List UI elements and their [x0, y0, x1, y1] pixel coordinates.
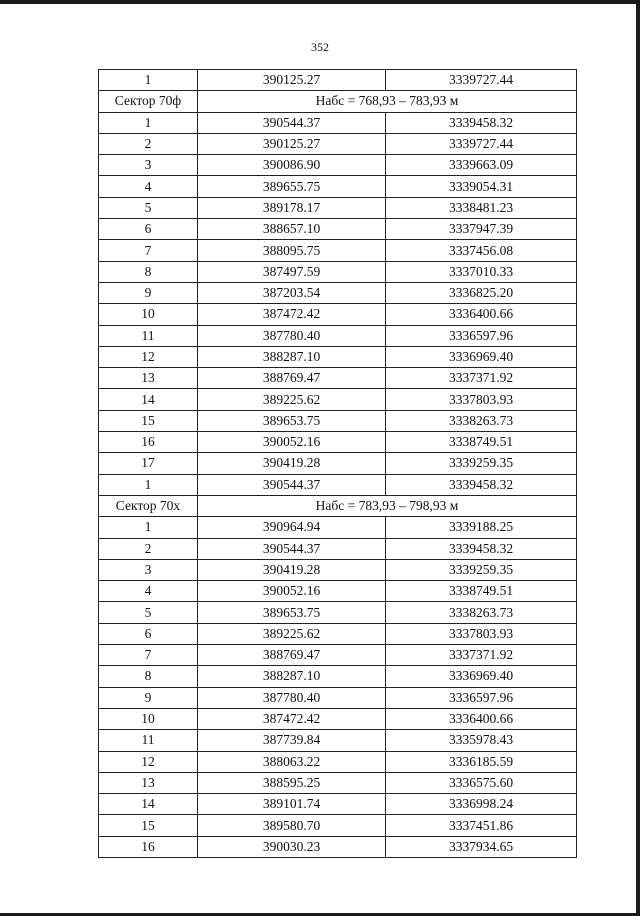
- sector-header-row: [99, 91, 577, 112]
- table-row: [99, 176, 577, 197]
- x-coordinate-cell: 388095.75: [198, 240, 386, 261]
- sector-elevation-range: Набс = 768,93 – 783,93 м: [198, 91, 577, 112]
- x-coordinate-cell: 390964.94: [198, 517, 386, 538]
- table-row: [99, 602, 577, 623]
- point-number-cell: 1: [99, 474, 198, 495]
- point-number-cell: 12: [99, 346, 198, 367]
- y-coordinate-cell: 3337934.65: [386, 836, 577, 857]
- table-row: [99, 708, 577, 729]
- y-coordinate-cell: 3338749.51: [386, 581, 577, 602]
- table-row: [99, 730, 577, 751]
- table-row: [99, 623, 577, 644]
- point-number-cell: 17: [99, 453, 198, 474]
- y-coordinate-cell: 3337456.08: [386, 240, 577, 261]
- x-coordinate-cell: 390125.27: [198, 133, 386, 154]
- sector-elevation-range: Набс = 783,93 – 798,93 м: [198, 495, 577, 516]
- point-number-cell: 7: [99, 645, 198, 666]
- point-number-cell: 6: [99, 219, 198, 240]
- x-coordinate-cell: 389101.74: [198, 794, 386, 815]
- y-coordinate-cell: 3337803.93: [386, 389, 577, 410]
- point-number-cell: 10: [99, 304, 198, 325]
- table-row: [99, 70, 577, 91]
- x-coordinate-cell: 389653.75: [198, 410, 386, 431]
- point-number-cell: 14: [99, 389, 198, 410]
- y-coordinate-cell: 3336400.66: [386, 304, 577, 325]
- point-number-cell: 4: [99, 176, 198, 197]
- y-coordinate-cell: 3339458.32: [386, 474, 577, 495]
- scan-edge-right: [636, 0, 640, 916]
- x-coordinate-cell: 388287.10: [198, 666, 386, 687]
- x-coordinate-cell: 387472.42: [198, 708, 386, 729]
- scan-edge-top: [0, 0, 640, 4]
- point-number-cell: 13: [99, 368, 198, 389]
- point-number-cell: 3: [99, 155, 198, 176]
- x-coordinate-cell: 389655.75: [198, 176, 386, 197]
- point-number-cell: 16: [99, 836, 198, 857]
- y-coordinate-cell: 3339458.32: [386, 538, 577, 559]
- y-coordinate-cell: 3336969.40: [386, 666, 577, 687]
- y-coordinate-cell: 3339458.32: [386, 112, 577, 133]
- sector-label: Сектор 70ф: [99, 91, 198, 112]
- x-coordinate-cell: 390419.28: [198, 559, 386, 580]
- y-coordinate-cell: 3339727.44: [386, 133, 577, 154]
- table-row: [99, 772, 577, 793]
- table-row: [99, 304, 577, 325]
- x-coordinate-cell: 389225.62: [198, 623, 386, 644]
- table-row: [99, 474, 577, 495]
- page-number: 352: [311, 40, 329, 54]
- y-coordinate-cell: 3336998.24: [386, 794, 577, 815]
- table-row: [99, 155, 577, 176]
- y-coordinate-cell: 3336597.96: [386, 687, 577, 708]
- point-number-cell: 14: [99, 794, 198, 815]
- table-row: [99, 261, 577, 282]
- x-coordinate-cell: 387203.54: [198, 282, 386, 303]
- table-row: [99, 815, 577, 836]
- x-coordinate-cell: 388769.47: [198, 368, 386, 389]
- table-row: [99, 389, 577, 410]
- y-coordinate-cell: 3337803.93: [386, 623, 577, 644]
- x-coordinate-cell: 387497.59: [198, 261, 386, 282]
- x-coordinate-cell: 390544.37: [198, 474, 386, 495]
- point-number-cell: 5: [99, 602, 198, 623]
- x-coordinate-cell: 388595.25: [198, 772, 386, 793]
- table-row: [99, 836, 577, 857]
- x-coordinate-cell: 390030.23: [198, 836, 386, 857]
- y-coordinate-cell: 3338263.73: [386, 602, 577, 623]
- table-row: [99, 581, 577, 602]
- table-row: [99, 645, 577, 666]
- y-coordinate-cell: 3336597.96: [386, 325, 577, 346]
- y-coordinate-cell: 3339054.31: [386, 176, 577, 197]
- sector-label: Сектор 70х: [99, 495, 198, 516]
- table-row: [99, 794, 577, 815]
- y-coordinate-cell: 3336400.66: [386, 708, 577, 729]
- coordinates-table-body: [99, 70, 577, 858]
- point-number-cell: 9: [99, 687, 198, 708]
- x-coordinate-cell: 388769.47: [198, 645, 386, 666]
- y-coordinate-cell: 3336575.60: [386, 772, 577, 793]
- x-coordinate-cell: 387780.40: [198, 687, 386, 708]
- point-number-cell: 7: [99, 240, 198, 261]
- point-number-cell: 8: [99, 666, 198, 687]
- x-coordinate-cell: 388063.22: [198, 751, 386, 772]
- y-coordinate-cell: 3336825.20: [386, 282, 577, 303]
- y-coordinate-cell: 3339727.44: [386, 70, 577, 91]
- point-number-cell: 6: [99, 623, 198, 644]
- table-row: [99, 666, 577, 687]
- x-coordinate-cell: 387780.40: [198, 325, 386, 346]
- point-number-cell: 8: [99, 261, 198, 282]
- y-coordinate-cell: 3339259.35: [386, 453, 577, 474]
- x-coordinate-cell: 388287.10: [198, 346, 386, 367]
- table-row: [99, 432, 577, 453]
- point-number-cell: 5: [99, 197, 198, 218]
- x-coordinate-cell: 390125.27: [198, 70, 386, 91]
- table-row: [99, 410, 577, 431]
- point-number-cell: 11: [99, 325, 198, 346]
- x-coordinate-cell: 389580.70: [198, 815, 386, 836]
- coordinates-table: [98, 69, 577, 858]
- table-row: [99, 240, 577, 261]
- point-number-cell: 1: [99, 70, 198, 91]
- table-row: [99, 368, 577, 389]
- point-number-cell: 11: [99, 730, 198, 751]
- x-coordinate-cell: 390052.16: [198, 581, 386, 602]
- point-number-cell: 1: [99, 517, 198, 538]
- y-coordinate-cell: 3339259.35: [386, 559, 577, 580]
- point-number-cell: 15: [99, 410, 198, 431]
- y-coordinate-cell: 3338749.51: [386, 432, 577, 453]
- table-row: [99, 559, 577, 580]
- x-coordinate-cell: 390086.90: [198, 155, 386, 176]
- point-number-cell: 4: [99, 581, 198, 602]
- y-coordinate-cell: 3338481.23: [386, 197, 577, 218]
- x-coordinate-cell: 390544.37: [198, 112, 386, 133]
- x-coordinate-cell: 390052.16: [198, 432, 386, 453]
- x-coordinate-cell: 389178.17: [198, 197, 386, 218]
- x-coordinate-cell: 387739.84: [198, 730, 386, 751]
- point-number-cell: 13: [99, 772, 198, 793]
- point-number-cell: 10: [99, 708, 198, 729]
- y-coordinate-cell: 3339188.25: [386, 517, 577, 538]
- y-coordinate-cell: 3338263.73: [386, 410, 577, 431]
- y-coordinate-cell: 3337947.39: [386, 219, 577, 240]
- point-number-cell: 9: [99, 282, 198, 303]
- table-row: [99, 346, 577, 367]
- table-row: [99, 538, 577, 559]
- point-number-cell: 12: [99, 751, 198, 772]
- table-row: [99, 687, 577, 708]
- y-coordinate-cell: 3337451.86: [386, 815, 577, 836]
- table-row: [99, 112, 577, 133]
- x-coordinate-cell: 390419.28: [198, 453, 386, 474]
- point-number-cell: 3: [99, 559, 198, 580]
- point-number-cell: 2: [99, 538, 198, 559]
- y-coordinate-cell: 3337371.92: [386, 645, 577, 666]
- y-coordinate-cell: 3337010.33: [386, 261, 577, 282]
- sector-header-row: [99, 495, 577, 516]
- y-coordinate-cell: 3339663.09: [386, 155, 577, 176]
- table-row: [99, 282, 577, 303]
- x-coordinate-cell: 390544.37: [198, 538, 386, 559]
- y-coordinate-cell: 3337371.92: [386, 368, 577, 389]
- table-row: [99, 133, 577, 154]
- point-number-cell: 16: [99, 432, 198, 453]
- point-number-cell: 1: [99, 112, 198, 133]
- table-row: [99, 197, 577, 218]
- y-coordinate-cell: 3336185.59: [386, 751, 577, 772]
- x-coordinate-cell: 389653.75: [198, 602, 386, 623]
- point-number-cell: 15: [99, 815, 198, 836]
- table-row: [99, 219, 577, 240]
- table-row: [99, 325, 577, 346]
- table-row: [99, 751, 577, 772]
- x-coordinate-cell: 389225.62: [198, 389, 386, 410]
- x-coordinate-cell: 387472.42: [198, 304, 386, 325]
- table-row: [99, 453, 577, 474]
- table-row: [99, 517, 577, 538]
- y-coordinate-cell: 3335978.43: [386, 730, 577, 751]
- x-coordinate-cell: 388657.10: [198, 219, 386, 240]
- y-coordinate-cell: 3336969.40: [386, 346, 577, 367]
- point-number-cell: 2: [99, 133, 198, 154]
